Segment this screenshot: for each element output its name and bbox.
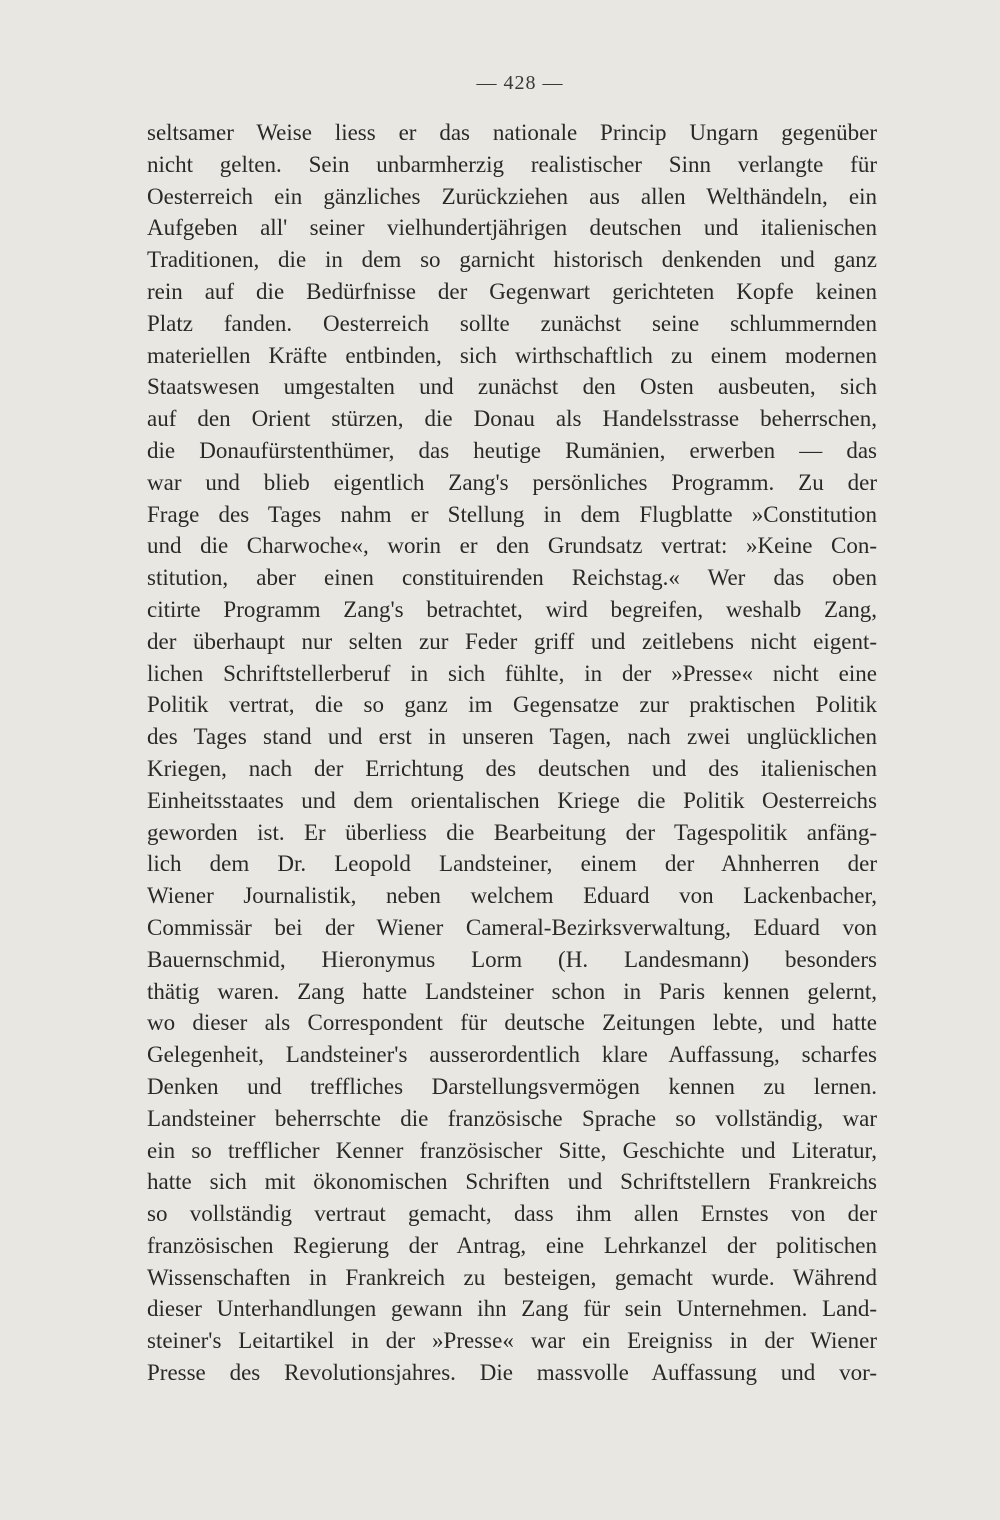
text-line: geworden ist. Er überliess die Bearbeitung der Tagespolitik anfäng- <box>147 819 877 845</box>
text-line: Presse des Revolutionsjahres. Die massvolle Auffassung und vor- <box>147 1360 877 1386</box>
text-line: stitution, aber einen constituirenden Reichstag.« Wer das oben <box>147 565 877 591</box>
body-text <box>147 117 877 1389</box>
text-line: auf den Orient stürzen, die Donau als Handelsstrasse beherrschen, <box>147 406 877 432</box>
page-number: — 428 — <box>476 72 564 94</box>
text-line: Commissär bei der Wiener Cameral-Bezirksverwaltung, Eduard von <box>147 914 877 940</box>
text-line: steiner's Leitartikel in der »Presse« war ein Ereigniss in der Wiener <box>147 1328 877 1354</box>
text-line: Oesterreich ein gänzliches Zurückziehen aus allen Welthändeln, ein <box>147 183 877 209</box>
text-line: rein auf die Bedürfnisse der Gegenwart gerichteten Kopfe keinen <box>147 278 877 304</box>
text-line: Politik vertrat, die so ganz im Gegensatze zur praktischen Politik <box>147 692 877 718</box>
text-line: französischen Regierung der Antrag, eine Lehrkanzel der politischen <box>147 1232 877 1258</box>
text-line: Wiener Journalistik, neben welchem Eduard von Lackenbacher, <box>147 883 877 909</box>
text-line: Einheitsstaates und dem orientalischen Kriege die Politik Oesterreichs <box>147 787 877 813</box>
text-line: materiellen Kräfte entbinden, sich wirthschaftlich zu einem modernen <box>147 342 877 368</box>
text-line: thätig waren. Zang hatte Landsteiner schon in Paris kennen gelernt, <box>147 978 877 1004</box>
text-line: nicht gelten. Sein unbarmherzig realistischer Sinn verlangte für <box>147 151 877 177</box>
text-line: Traditionen, die in dem so garnicht historisch denkenden und ganz <box>147 247 877 273</box>
text-line: dieser Unterhandlungen gewann ihn Zang für sein Unternehmen. Land- <box>147 1296 877 1322</box>
text-line: Frage des Tages nahm er Stellung in dem Flugblatte »Constitution <box>147 501 877 527</box>
text-line: war und blieb eigentlich Zang's persönliches Programm. Zu der <box>147 469 877 495</box>
text-line: lichen Schriftstellerberuf in sich fühlte, in der »Presse« nicht eine <box>147 660 877 686</box>
text-line: Platz fanden. Oesterreich sollte zunächst seine schlummernden <box>147 310 877 336</box>
text-line: ein so trefflicher Kenner französischer Sitte, Geschichte und Literatur, <box>147 1137 877 1163</box>
text-line: die Donaufürstenthümer, das heutige Rumänien, erwerben — das <box>147 437 877 463</box>
text-line: Denken und treffliches Darstellungsvermögen kennen zu lernen. <box>147 1073 877 1099</box>
text-line: Staatswesen umgestalten und zunächst den Osten ausbeuten, sich <box>147 374 877 400</box>
text-line: Wissenschaften in Frankreich zu besteigen, gemacht wurde. Während <box>147 1264 877 1290</box>
text-line: so vollständig vertraut gemacht, dass ihm allen Ernstes von der <box>147 1201 877 1227</box>
text-line: lich dem Dr. Leopold Landsteiner, einem der Ahnherren der <box>147 851 877 877</box>
text-line: und die Charwoche«, worin er den Grundsatz vertrat: »Keine Con- <box>147 533 877 559</box>
text-line: seltsamer Weise liess er das nationale Princip Ungarn gegenüber <box>147 120 877 145</box>
text-line: der überhaupt nur selten zur Feder griff und zeitlebens nicht eigent- <box>147 628 877 654</box>
text-line: des Tages stand und erst in unseren Tagen, nach zwei unglücklichen <box>147 724 877 750</box>
text-line: Aufgeben all' seiner vielhundertjährigen deutschen und italienischen <box>147 215 877 241</box>
text-line: Landsteiner beherrschte die französische Sprache so vollständig, war <box>147 1105 877 1131</box>
text-line: citirte Programm Zang's betrachtet, wird begreifen, weshalb Zang, <box>147 596 877 622</box>
text-line: Bauernschmid, Hieronymus Lorm (H. Landesmann) besonders <box>147 946 877 972</box>
text-line: Gelegenheit, Landsteiner's ausserordentlich klare Auffassung, scharfes <box>147 1042 877 1068</box>
text-line: wo dieser als Correspondent für deutsche Zeitungen lebte, und hatte <box>147 1010 877 1036</box>
text-line: hatte sich mit ökonomischen Schriften und Schriftstellern Frankreichs <box>147 1169 877 1195</box>
text-line: Kriegen, nach der Errichtung des deutschen und des italienischen <box>147 755 877 781</box>
